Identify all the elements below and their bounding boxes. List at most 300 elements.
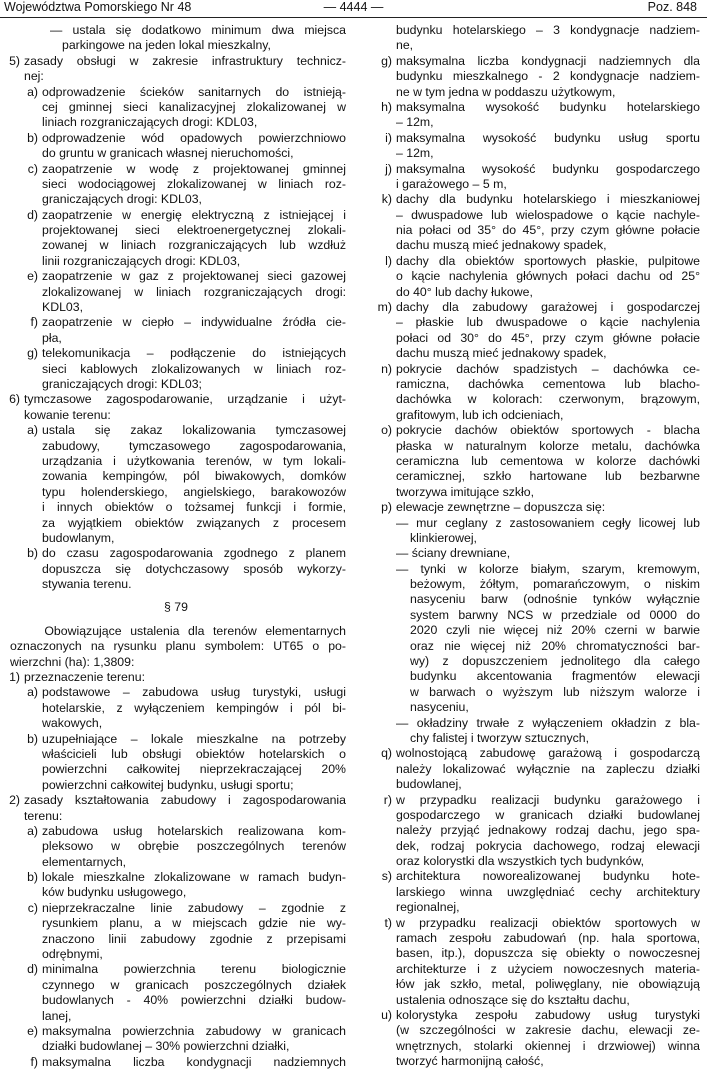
- indent: [360, 885, 396, 900]
- text-line: [360, 531, 700, 546]
- line-text: sieci kablowych zlokalizowanych w liniach roz-: [42, 361, 346, 376]
- list-marker: l): [385, 253, 392, 268]
- line-text: § 79: [164, 600, 188, 615]
- line-text: chy falistej i tworzyw sztucznych,: [410, 730, 590, 745]
- text-line: [360, 69, 700, 84]
- text-line: [360, 254, 700, 269]
- list-marker: d): [27, 207, 38, 222]
- line-text: zaopatrzenie w ciepło – indywidualne źródła cie-: [42, 315, 346, 330]
- list-marker: s): [381, 869, 392, 884]
- text-line: [6, 962, 346, 977]
- line-text: rysunkiem planu, a w miejscach gdzie nie wy-: [42, 916, 346, 931]
- line-text: tworzyć harmonijną całość,: [396, 1054, 544, 1069]
- line-text: maksymalna wysokość budynku gospodarczego: [396, 161, 700, 176]
- line-text: powierzchni całkowitej budynku, usługi sportu;: [42, 777, 294, 792]
- indent: [360, 946, 396, 961]
- indent: [6, 331, 42, 346]
- line-text: uzupełniające – lokale mieszkalne na potrzeby: [42, 731, 346, 746]
- indent: [6, 577, 42, 592]
- text-line: [360, 177, 700, 192]
- indent: [6, 100, 42, 115]
- line-text: ramach zespołu zabudowań (np. hala sportowa,: [396, 931, 700, 946]
- text-line: [360, 469, 700, 484]
- text-line: [6, 947, 346, 962]
- line-text: dachy dla budynku hotelarskiego i mieszkaniowej: [396, 192, 700, 207]
- indent: [360, 485, 396, 500]
- line-text: dek, rodzaj pokrycia dachowego, rodzaj elewacji: [396, 838, 700, 853]
- line-text: oznaczonych na rysunku planu symbolem: UT65 o po-: [10, 639, 346, 654]
- text-line: [6, 809, 346, 824]
- text-line: [6, 285, 346, 300]
- line-text: — mur ceglany z zastosowaniem cegły licowej lub: [396, 515, 700, 530]
- text-line: [6, 392, 346, 407]
- text-line: [360, 223, 700, 238]
- line-text: oraz nie więcej niż 20% chromatyczności bar-: [410, 638, 700, 653]
- line-text: łów jak szkło, metal, poliwęglany, nie obowiązują: [396, 977, 700, 992]
- line-text: za wyjątkiem obiektów związanych z procesem: [42, 515, 346, 530]
- text-line: [360, 885, 700, 900]
- indent: [360, 315, 396, 330]
- text-line: [6, 855, 346, 870]
- indent: [6, 855, 42, 870]
- text-line: [360, 793, 700, 808]
- text-line: [6, 793, 346, 808]
- indent: [6, 115, 42, 130]
- indent: [360, 900, 396, 915]
- text-line: [360, 408, 700, 423]
- text-line: [6, 1024, 346, 1039]
- text-line: [360, 146, 700, 161]
- list-marker: 5): [9, 53, 20, 68]
- line-text: odrębnymi,: [42, 947, 103, 962]
- indent: [360, 546, 396, 561]
- text-line: [360, 346, 700, 361]
- position-number: Poz. 848: [647, 0, 697, 14]
- list-marker: p): [381, 500, 392, 515]
- text-line: [360, 362, 700, 377]
- line-text: odprowadzenie ścieków sanitarnych do istnieją-: [42, 84, 346, 99]
- list-marker: 1): [9, 670, 20, 685]
- text-line: [360, 377, 700, 392]
- text-line: [360, 315, 700, 330]
- line-text: zasady kształtowania zabudowy i zagospodarowania: [24, 793, 346, 808]
- line-text: budowlanej,: [396, 777, 462, 792]
- list-marker: g): [27, 346, 38, 361]
- line-text: dopuszcza się dotychczasowy sposób wykorzy-: [42, 561, 346, 576]
- text-line: [6, 377, 346, 392]
- line-text: pokrycie dachów spadzistych – dachówka ce-: [396, 361, 700, 376]
- line-text: stywania terenu.: [42, 577, 132, 592]
- text-line: [6, 978, 346, 993]
- text-line: [360, 269, 700, 284]
- line-text: architektura noworealizowanej budynku hote-: [396, 869, 700, 884]
- indent: [360, 238, 396, 253]
- indent: [6, 809, 24, 824]
- line-text: wy) z dopuszczeniem jednolitego dla całego: [410, 654, 700, 669]
- line-text: budowlanym,: [42, 530, 115, 545]
- indent: [360, 208, 396, 223]
- text-line: [6, 423, 346, 438]
- text-line: [6, 624, 346, 639]
- text-line: [360, 54, 700, 69]
- text-line: [6, 639, 346, 654]
- line-text: lokale mieszkalne zlokalizowane w ramach budyn-: [42, 870, 346, 885]
- indent: [6, 1009, 42, 1024]
- text-line: [360, 500, 700, 515]
- line-text: nia połaci od 35° do 45°, przy czym główne połacie: [396, 223, 700, 238]
- indent: [6, 531, 42, 546]
- text-line: [6, 716, 346, 731]
- indent: [6, 778, 42, 793]
- text-line: [6, 439, 346, 454]
- text-line: [6, 747, 346, 762]
- line-text: maksymalna liczba kondygnacji nadziemnych: [42, 1054, 346, 1069]
- indent: [360, 685, 410, 700]
- line-text: płaska w naturalnym kolorze metalu, dachówka: [396, 438, 700, 453]
- line-text: nej:: [24, 69, 44, 84]
- text-line: [360, 716, 700, 731]
- text-line: [6, 655, 346, 670]
- indent: [360, 931, 396, 946]
- line-text: projektowanej sieci elektroenergetycznej zlokali-: [42, 223, 346, 238]
- list-marker: c): [27, 161, 38, 176]
- line-text: elewacje zewnętrzne – dopuszcza się:: [396, 500, 606, 515]
- indent: [360, 1023, 396, 1038]
- list-marker: a): [27, 423, 38, 438]
- text-line: [6, 932, 346, 947]
- indent: [360, 962, 396, 977]
- indent: [6, 223, 42, 238]
- line-text: parkingowe na jeden lokal mieszkalny,: [62, 38, 271, 53]
- text-line: [360, 869, 700, 884]
- text-line: [360, 1054, 700, 1069]
- text-line: [6, 254, 346, 269]
- text-line: [6, 577, 346, 592]
- text-line: [360, 115, 700, 130]
- line-text: ceramiczna lub cementowa w kolorze dachówki: [396, 453, 700, 468]
- left-column: [6, 23, 346, 1070]
- line-text: hotelarskie, z wyłączeniem kempingów i pól bi-: [42, 700, 346, 715]
- line-text: budynku hotelarskiego – 3 kondygnacje nadziem-: [396, 23, 700, 37]
- line-text: zaopatrzenie w energię elektryczną z istniejącej i: [42, 207, 346, 222]
- indent: [360, 269, 396, 284]
- indent: [360, 531, 410, 546]
- indent: [6, 932, 42, 947]
- line-text: zabudowy, tymczasowego zagospodarowania,: [42, 438, 346, 453]
- text-line: [6, 223, 346, 238]
- list-marker: m): [377, 300, 392, 315]
- text-line: [6, 701, 346, 716]
- list-marker: c): [27, 900, 38, 915]
- line-text: do 40° lub dachy łukowe,: [396, 284, 533, 299]
- list-marker: k): [381, 192, 392, 207]
- text-line: [6, 500, 346, 515]
- text-line: [6, 238, 346, 253]
- line-text: architekturze i z użyciem nowoczesnych materia-: [396, 961, 700, 976]
- text-line: [6, 192, 346, 207]
- text-line: [6, 469, 346, 484]
- line-text: – dwuspadowe lub wielospadowe o kącie nachyle-: [396, 207, 700, 222]
- line-text: w przypadku realizacji budynku garażowego i: [396, 792, 700, 807]
- text-line: [360, 1023, 700, 1038]
- text-line: [360, 423, 700, 438]
- indent: [360, 592, 410, 607]
- list-marker: d): [27, 962, 38, 977]
- line-text: działki budowlanej – 30% powierzchni działki,: [42, 1039, 290, 1054]
- text-line: [360, 977, 700, 992]
- text-line: [360, 916, 700, 931]
- text-line: [360, 685, 700, 700]
- line-text: podstawowe – zabudowa usług turystyki, usługi: [42, 685, 346, 700]
- page-header: [0, 0, 707, 18]
- text-line: [6, 870, 346, 885]
- text-line: [360, 993, 700, 1008]
- indent: [360, 823, 396, 838]
- text-line: [6, 69, 346, 84]
- text-line: [360, 608, 700, 623]
- line-text: zowania kempingów, pól biwakowych, domków: [42, 469, 346, 484]
- indent: [360, 839, 396, 854]
- line-text: zabudowa usług hotelarskich realizowana kom-: [42, 823, 346, 838]
- list-marker: 2): [9, 793, 20, 808]
- indent: [360, 392, 396, 407]
- indent: [6, 993, 42, 1008]
- line-text: klinkierowej,: [410, 530, 477, 545]
- line-text: graniczających drogi: KDL03,: [42, 192, 202, 207]
- indent: [6, 177, 42, 192]
- line-text: wnętrznych, stolarki okiennej i drzwiowej) winna: [396, 1038, 700, 1053]
- line-text: do gruntu w granicach własnej nieruchomości,: [42, 146, 294, 161]
- indent: [6, 1039, 42, 1054]
- line-text: dachy dla zabudowy garażowej i gospodarczej: [396, 300, 700, 315]
- text-line: [6, 454, 346, 469]
- text-line: [6, 100, 346, 115]
- paragraph-gap: [6, 616, 346, 624]
- list-marker: g): [381, 53, 392, 68]
- line-text: zasady obsługi w zakresie infrastruktury technicz-: [24, 53, 346, 68]
- text-line: [6, 23, 346, 38]
- line-text: przeznaczenie terenu:: [24, 670, 145, 685]
- line-text: KDL03,: [42, 300, 84, 315]
- line-text: maksymalna wysokość budynku hotelarskiego: [396, 99, 700, 114]
- text-line: [6, 670, 346, 685]
- indent: [360, 439, 396, 454]
- line-text: — ściany drewniane,: [396, 546, 511, 561]
- indent: [360, 85, 396, 100]
- line-text: wakowych,: [42, 716, 103, 731]
- text-line: [6, 131, 346, 146]
- line-text: tymczasowe zagospodarowanie, urządzanie i użyt-: [24, 392, 346, 407]
- list-marker: 6): [9, 392, 20, 407]
- line-text: nasyceniu,: [410, 700, 469, 715]
- text-line: [6, 1055, 346, 1070]
- indent: [6, 285, 42, 300]
- line-text: ne,: [396, 38, 414, 53]
- text-line: [6, 485, 346, 500]
- text-line: [360, 777, 700, 792]
- text-line: [360, 85, 700, 100]
- text-line: [360, 762, 700, 777]
- text-line: [6, 1039, 346, 1054]
- text-line: [360, 23, 700, 38]
- list-marker: o): [381, 423, 392, 438]
- line-text: ramiczna, dachówka cementowa lub blacho-: [396, 376, 700, 391]
- text-line: [6, 824, 346, 839]
- text-line: [360, 746, 700, 761]
- text-line: [360, 731, 700, 746]
- text-line: [360, 38, 700, 53]
- line-text: kolorystyka zespołu zabudowy usług turystyki: [396, 1008, 700, 1022]
- indent: [360, 577, 410, 592]
- line-text: telekomunikacja – podłączenie do istniejących: [42, 346, 346, 361]
- journal-title: Województwa Pomorskiego Nr 48: [4, 0, 192, 14]
- list-marker: r): [383, 792, 392, 807]
- line-text: i garażowego – 5 m,: [396, 176, 507, 191]
- line-text: dachu muszą mieć jednakowy spadek,: [396, 238, 607, 253]
- line-text: ustalenia odnoszące się do kształtu dachu,: [396, 992, 630, 1007]
- list-marker: a): [27, 823, 38, 838]
- line-text: znaczono linii zabudowy zgodnie z przepisami: [42, 931, 346, 946]
- text-line: [360, 300, 700, 315]
- line-text: ne w tym jedna w poddaszu użytkowym,: [396, 84, 616, 99]
- line-text: graniczających drogi: KDL03;: [42, 376, 202, 391]
- line-text: wolnostojącą zabudowę garażową i gospodarczą: [396, 746, 700, 761]
- text-line: [6, 331, 346, 346]
- line-text: zowanej w liniach rozgraniczających lub wzdłuż: [42, 238, 346, 253]
- text-line: [360, 623, 700, 638]
- indent: [6, 238, 42, 253]
- text-line: [360, 331, 700, 346]
- text-line: [6, 916, 346, 931]
- indent: [6, 408, 24, 423]
- text-line: [6, 38, 346, 53]
- list-marker: f): [30, 315, 38, 330]
- indent: [360, 639, 410, 654]
- text-line: [6, 177, 346, 192]
- text-line: [360, 546, 700, 561]
- indent: [6, 38, 62, 53]
- line-text: – 12m,: [396, 146, 434, 161]
- indent: [6, 469, 42, 484]
- text-line: [6, 885, 346, 900]
- indent: [360, 731, 410, 746]
- list-marker: e): [27, 269, 38, 284]
- list-marker: j): [385, 161, 392, 176]
- indent: [360, 69, 396, 84]
- indent: [360, 23, 396, 38]
- indent: [360, 562, 396, 577]
- line-text: Obowiązujące ustalenia dla terenów elementarnych: [10, 623, 346, 638]
- line-text: system barwny NCS w przedziale od 0000 do: [410, 607, 700, 622]
- indent: [360, 346, 396, 361]
- text-line: [360, 131, 700, 146]
- indent: [6, 562, 42, 577]
- list-marker: b): [27, 870, 38, 885]
- indent: [6, 439, 42, 454]
- indent: [360, 993, 396, 1008]
- text-line: [360, 162, 700, 177]
- text-line: [360, 577, 700, 592]
- line-text: do czasu zagospodarowania zgodnego z planem: [42, 546, 346, 561]
- list-marker: b): [27, 130, 38, 145]
- indent: [6, 23, 50, 38]
- text-line: [360, 392, 700, 407]
- indent: [360, 38, 396, 53]
- text-line: [360, 654, 700, 669]
- text-line: [6, 362, 346, 377]
- line-text: – płaskie lub dwuspadowe o kącie nachylenia: [396, 315, 700, 330]
- list-marker: f): [30, 1054, 38, 1069]
- text-line: [360, 238, 700, 253]
- line-text: należy lokalizować wyłącznie na zapleczu działki: [396, 761, 700, 776]
- line-text: maksymalna powierzchnia zabudowy w granicach: [42, 1024, 346, 1038]
- line-text: – 12m,: [396, 115, 434, 130]
- indent: [360, 700, 410, 715]
- line-text: liniach rozgraniczających drogi: KDL03,: [42, 115, 258, 130]
- list-marker: t): [384, 915, 392, 930]
- line-text: elementarnych,: [42, 854, 127, 869]
- text-line: [6, 562, 346, 577]
- text-line: [6, 162, 346, 177]
- line-text: budynku mieszkalnego - 2 kondygnacje nadziem-: [396, 69, 700, 84]
- indent: [360, 762, 396, 777]
- line-text: (w szczególności w zakresie dachu, elewacji ze-: [396, 1023, 700, 1038]
- right-column: [360, 23, 700, 1070]
- line-text: — ustala się dodatkowo minimum dwa miejsca: [50, 23, 346, 37]
- text-line: [360, 931, 700, 946]
- line-text: powierzchni całkowitej nieprzekraczającej 20%: [42, 762, 346, 777]
- line-text: beżowym, żółtym, pomarańczowym, o niskim: [410, 577, 700, 592]
- text-line: [6, 408, 346, 423]
- text-line: [6, 346, 346, 361]
- text-line: [6, 269, 346, 284]
- line-text: budowlanych - 40% powierzchni działki budow-: [42, 993, 346, 1008]
- line-text: grafitowym, lub ich odcieniach,: [396, 407, 564, 422]
- indent: [360, 146, 396, 161]
- text-line: [6, 546, 346, 561]
- line-text: cej gminnej sieci kanalizacyjnej zlokalizowanej w: [42, 99, 346, 114]
- text-line: [6, 115, 346, 130]
- indent: [360, 1054, 396, 1069]
- text-line: [360, 1039, 700, 1054]
- text-line: [6, 315, 346, 330]
- text-line: [360, 669, 700, 684]
- text-line: [6, 54, 346, 69]
- indent: [6, 454, 42, 469]
- indent: [6, 362, 42, 377]
- indent: [360, 1039, 396, 1054]
- indent: [6, 762, 42, 777]
- line-text: pła,: [42, 330, 62, 345]
- line-text: i innych obiektów o tożsamej funkcji i formie,: [42, 500, 346, 515]
- text-line: [6, 1009, 346, 1024]
- indent: [360, 977, 396, 992]
- indent: [6, 747, 42, 762]
- line-text: ustala się zakaz lokalizowania tymczasowej: [42, 423, 346, 438]
- list-marker: u): [381, 1008, 392, 1022]
- indent: [6, 300, 42, 315]
- indent: [360, 331, 396, 346]
- page-number: — 4444 —: [323, 0, 384, 14]
- indent: [6, 839, 42, 854]
- line-text: kowanie terenu:: [24, 407, 111, 422]
- line-text: dachy dla obiektów sportowych płaskie, pulpitowe: [396, 253, 700, 268]
- indent: [360, 608, 410, 623]
- text-line: [6, 762, 346, 777]
- line-text: minimalna powierzchnia terenu biologicznie: [42, 962, 346, 977]
- line-text: należy przyjąć jednakowy rodzaj dachu, jego spa-: [396, 823, 700, 838]
- list-marker: i): [385, 130, 392, 145]
